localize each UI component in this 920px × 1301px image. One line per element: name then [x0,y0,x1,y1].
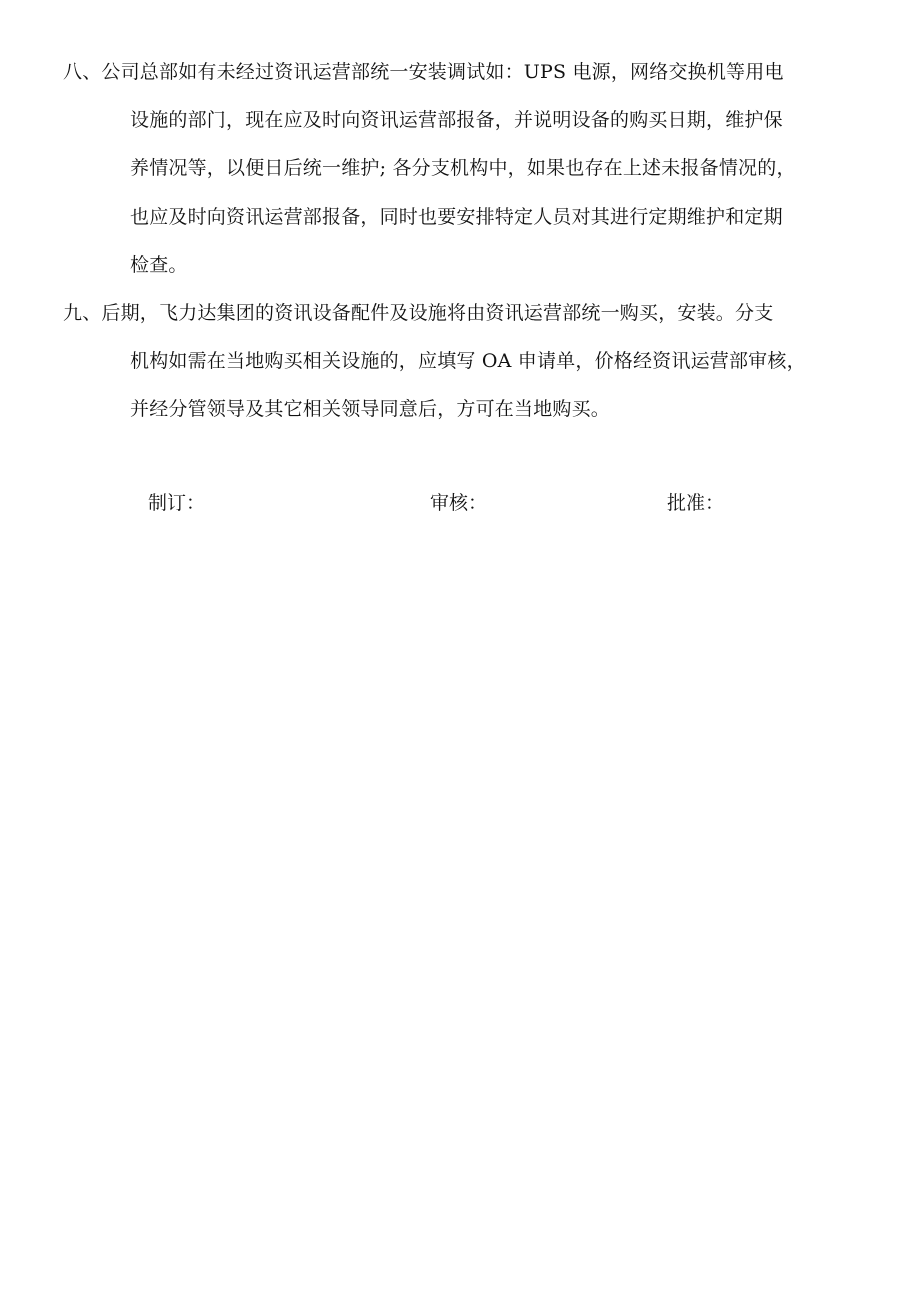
item-8-text-line-2: 设施的部门，现在应及时向资讯运营部报备，并说明设备的购买日期，维护保 [130,109,783,131]
signature-reviewed-label: 审核： [430,492,488,514]
item-9-text-line-2: 机构如需在当地购买相关设施的，应填写 OA 申请单，价格经资讯运营部审核， [130,350,806,372]
item-8-line-1 [63,60,784,84]
signature-approved-label: 批准： [667,492,725,514]
item-9-text-line-3: 并经分管领导及其它相关领导同意后，方可在当地购买。 [130,398,611,420]
item-9-line-1 [63,301,773,325]
item-8-text-line-1: 公司总部如有未经过资讯运营部统一安装调试如：UPS 电源，网络交换机等用电 [101,61,784,83]
item-8-text-line-5: 检查。 [130,254,188,276]
item-8-number: 八、 [63,61,102,83]
item-9-text-line-1: 后期，飞力达集团的资讯设备配件及设施将由资讯运营部统一购买，安装。分支 [101,302,774,324]
item-9-number: 九、 [63,302,102,324]
item-8-text-line-4: 也应及时向资讯运营部报备，同时也要安排特定人员对其进行定期维护和定期 [130,206,783,228]
signature-drafted-label: 制订： [148,492,206,514]
item-8-text-line-3: 养情况等，以便日后统一维护; 各分支机构中，如果也存在上述未报备情况的， [130,157,796,179]
